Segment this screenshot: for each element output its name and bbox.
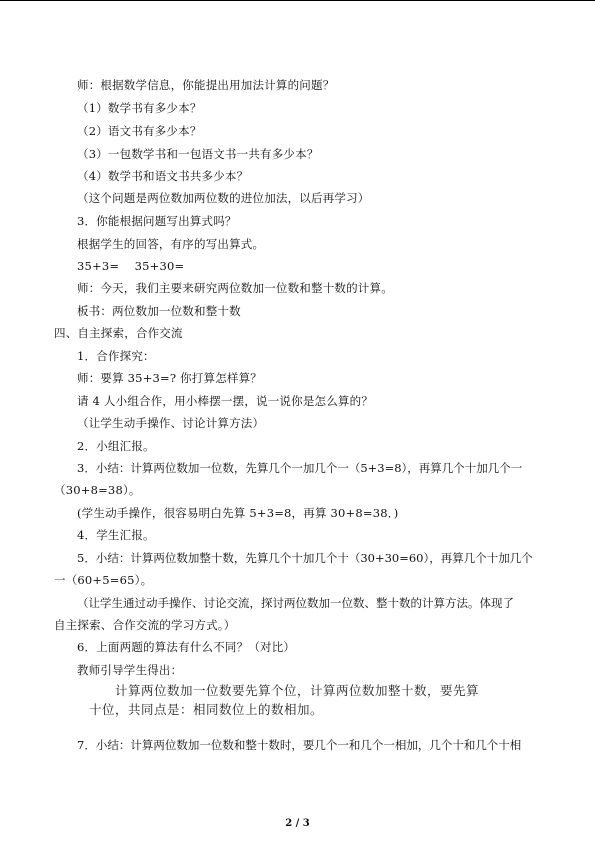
text-line: （这个问题是两位数加两位数的进位加法，以后再学习） bbox=[77, 191, 370, 205]
handwritten-line: 计算两位数加一位数要先算个位，计算两位数加整十数，要先算 bbox=[115, 683, 480, 698]
header-rule bbox=[0, 0, 595, 1]
text-line: 2．小组汇报。 bbox=[77, 439, 155, 453]
section-heading: 四、自主探索，合作交流 bbox=[54, 326, 183, 340]
text-line: 7．小结：计算两位数加一位数和整十数时，要几个一和几个一相加，几个十和几个十相 bbox=[77, 738, 522, 752]
text-line: 自主探索、合作交流的学习方式。） bbox=[54, 618, 236, 632]
text-line: 35+3= 35+30= bbox=[77, 259, 185, 273]
page-number: 2 / 3 bbox=[285, 818, 310, 829]
text-line: （2）语文书有多少本？ bbox=[77, 124, 202, 138]
text-line: 根据学生的回答，有序的写出算式。 bbox=[77, 237, 265, 251]
text-line: （3）一包数学书和一包语文书一共有多少本？ bbox=[77, 147, 319, 161]
text-line: 3．你能根据问题写出算式吗？ bbox=[77, 214, 237, 228]
text-line: （让学生动手操作、讨论计算方法） bbox=[77, 416, 265, 430]
text-line: 请 4 人小组合作，用小棒摆一摆，说一说你是怎么算的？ bbox=[77, 394, 374, 408]
text-line: 6．上面两题的算法有什么不同？（对比） bbox=[77, 640, 296, 654]
text-line: 师：今天，我们主要来研究两位数加一位数和整十数的计算。 bbox=[77, 281, 393, 295]
handwritten-line: 十位，共同点是：相同数位上的数相加。 bbox=[89, 702, 324, 717]
text-line: 师：根据数学信息，你能提出用加法计算的问题？ bbox=[77, 78, 335, 92]
text-line: （1）数学书有多少本？ bbox=[77, 101, 202, 115]
text-line: 一（60+5=65）。 bbox=[54, 573, 153, 587]
text-line: (学生动手操作，很容易明白先算 5+3=8，再算 30+8=38．) bbox=[77, 506, 399, 520]
text-line: （让学生通过动手操作、讨论交流，探讨两位数加一位数、整十数的计算方法。体现了 bbox=[77, 596, 514, 610]
text-line: 5．小结：计算两位数加整十数，先算几个十加几个十（30+30=60），再算几个十加几个 bbox=[77, 551, 533, 565]
text-line: 教师引导学生得出： bbox=[77, 663, 183, 677]
text-line: 师：要算 35+3=? 你打算怎样算？ bbox=[77, 371, 262, 385]
text-line: 4．学生汇报。 bbox=[77, 528, 155, 542]
text-line: （4）数学书和语文书共多少本？ bbox=[77, 169, 249, 183]
text-line: （30+8=38）。 bbox=[54, 483, 141, 497]
text-line: 1．合作探究： bbox=[77, 349, 155, 363]
text-line: 3．小结：计算两位数加一位数，先算几个一加几个一（5+3=8），再算几个十加几个一 bbox=[77, 461, 523, 475]
text-line: 板书：两位数加一位数和整十数 bbox=[77, 304, 241, 318]
